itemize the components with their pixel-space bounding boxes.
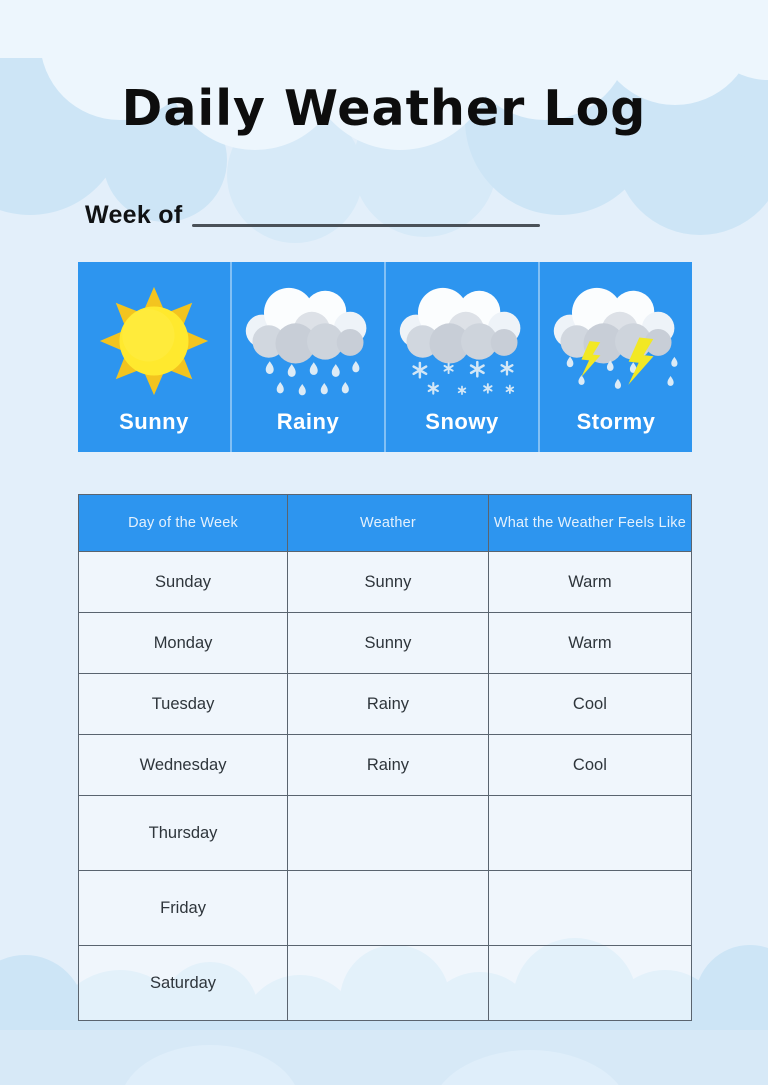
snow-cloud-icon (395, 285, 529, 397)
day-cell: Friday (79, 871, 287, 945)
table-row-saturday (79, 945, 691, 1020)
weather-cell: Sunny (287, 552, 488, 612)
week-of-label: Week of (85, 201, 183, 229)
table-header-row (79, 495, 691, 551)
day-cell: Thursday (79, 796, 287, 870)
rain-cloud-icon (241, 285, 375, 397)
feels-cell: Warm (488, 613, 691, 673)
feels-cell (488, 871, 691, 945)
table-row-thursday (79, 795, 691, 870)
weather-cell (287, 871, 488, 945)
day-cell: Monday (79, 613, 287, 673)
cloud-shape (0, 1030, 768, 1085)
legend-cell-sunny (78, 262, 230, 452)
table-row-tuesday (79, 673, 691, 734)
weather-cell (287, 796, 488, 870)
legend-label-snowy: Snowy (425, 409, 499, 434)
feels-cell (488, 796, 691, 870)
table-row-friday (79, 870, 691, 945)
sun-icon (98, 285, 210, 397)
weather-cell (287, 946, 488, 1020)
header-feels-like: What the Weather Feels Like (488, 495, 691, 551)
legend-label-sunny: Sunny (119, 409, 189, 434)
table-row-monday (79, 612, 691, 673)
feels-cell (488, 946, 691, 1020)
storm-cloud-icon (549, 285, 683, 397)
table-row-wednesday (79, 734, 691, 795)
legend-label-rainy: Rainy (276, 409, 340, 434)
week-of-blank-line (192, 224, 540, 227)
weather-cell: Rainy (287, 735, 488, 795)
legend-cell-stormy (538, 262, 692, 452)
weather-cell: Rainy (287, 674, 488, 734)
weather-legend-banner (78, 262, 692, 452)
legend-cell-snowy (384, 262, 538, 452)
header-day-of-week: Day of the Week (128, 515, 238, 531)
day-cell: Sunday (79, 552, 287, 612)
legend-cell-rainy (230, 262, 384, 452)
legend-label-stormy: Stormy (576, 409, 656, 434)
header-weather: Weather (287, 495, 488, 551)
feels-cell: Warm (488, 552, 691, 612)
day-cell: Tuesday (79, 674, 287, 734)
weather-cell: Sunny (287, 613, 488, 673)
table-row-sunday (79, 551, 691, 612)
day-cell: Wednesday (79, 735, 287, 795)
feels-cell: Cool (488, 674, 691, 734)
feels-cell: Cool (488, 735, 691, 795)
page-title: Daily Weather Log (121, 80, 647, 137)
weather-table (78, 494, 692, 1021)
day-cell: Saturday (79, 946, 287, 1020)
